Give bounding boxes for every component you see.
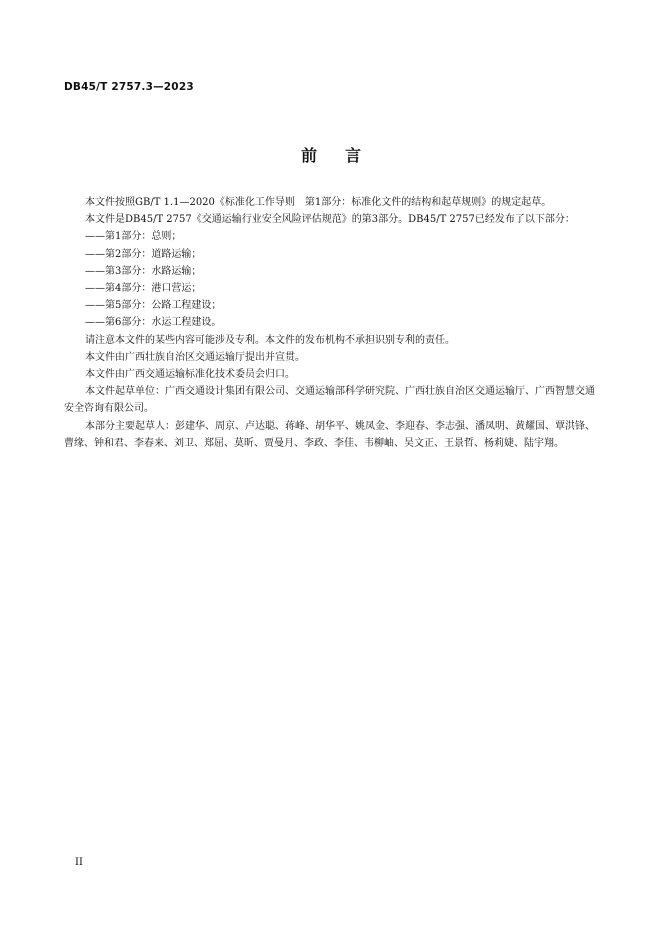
- list-item-part-1: ——第1部分：总则；: [85, 231, 182, 243]
- page-number: II: [75, 857, 83, 868]
- paragraph-series-intro: 本文件是DB45/T 2757《交通运输行业安全风险评估规范》的第3部分。DB45/T 2757已经发布了以下部分：: [85, 214, 575, 226]
- list-item-part-5: ——第5部分：公路工程建设；: [85, 300, 222, 312]
- page-title: 前言: [300, 146, 389, 165]
- list-item-part-4: ——第4部分：港口营运；: [85, 283, 202, 295]
- list-item-part-3: ——第3部分：水路运输；: [85, 265, 202, 277]
- list-item-part-2: ——第2部分：道路运输；: [85, 248, 202, 260]
- document-code: DB45/T 2757.3—2023: [64, 81, 194, 93]
- paragraph-patent-notice: 请注意本文件的某些内容可能涉及专利。本文件的发布机构不承担识别专利的责任。: [85, 334, 455, 346]
- paragraph-drafting-rules: 本文件按照GB/T 1.1—2020《标准化工作导则 第1部分：标准化文件的结构和起草规则》的规定起草。: [85, 197, 552, 208]
- foreword-body: [64, 194, 600, 452]
- list-item-part-6: ——第6部分：水运工程建设。: [85, 317, 222, 329]
- paragraph-proposer: 本文件由广西壮族自治区交通运输厅提出并宣贯。: [85, 351, 305, 363]
- paragraph-centralized-management: 本文件由广西交通运输标准化技术委员会归口。: [85, 369, 295, 381]
- paragraph-drafters: 本部分主要起草人：彭建华、周京、卢达聪、蒋峰、胡华平、姚凤金、李迎春、李志强、潘凤明、黄耀国、覃洪锋、曹缘、钟和君、李春来、刘卫、郑屈、莫昕、贾曼月、李政、李佳、韦柳岫、吴文正、王景哲、杨莉婕、陆宇翔。: [64, 420, 595, 449]
- paragraph-drafting-organizations: 本文件起草单位：广西交通设计集团有限公司、交通运输部科学研究院、广西壮族自治区交通运输厅、广西智慧交通安全咨询有限公司。: [64, 386, 595, 415]
